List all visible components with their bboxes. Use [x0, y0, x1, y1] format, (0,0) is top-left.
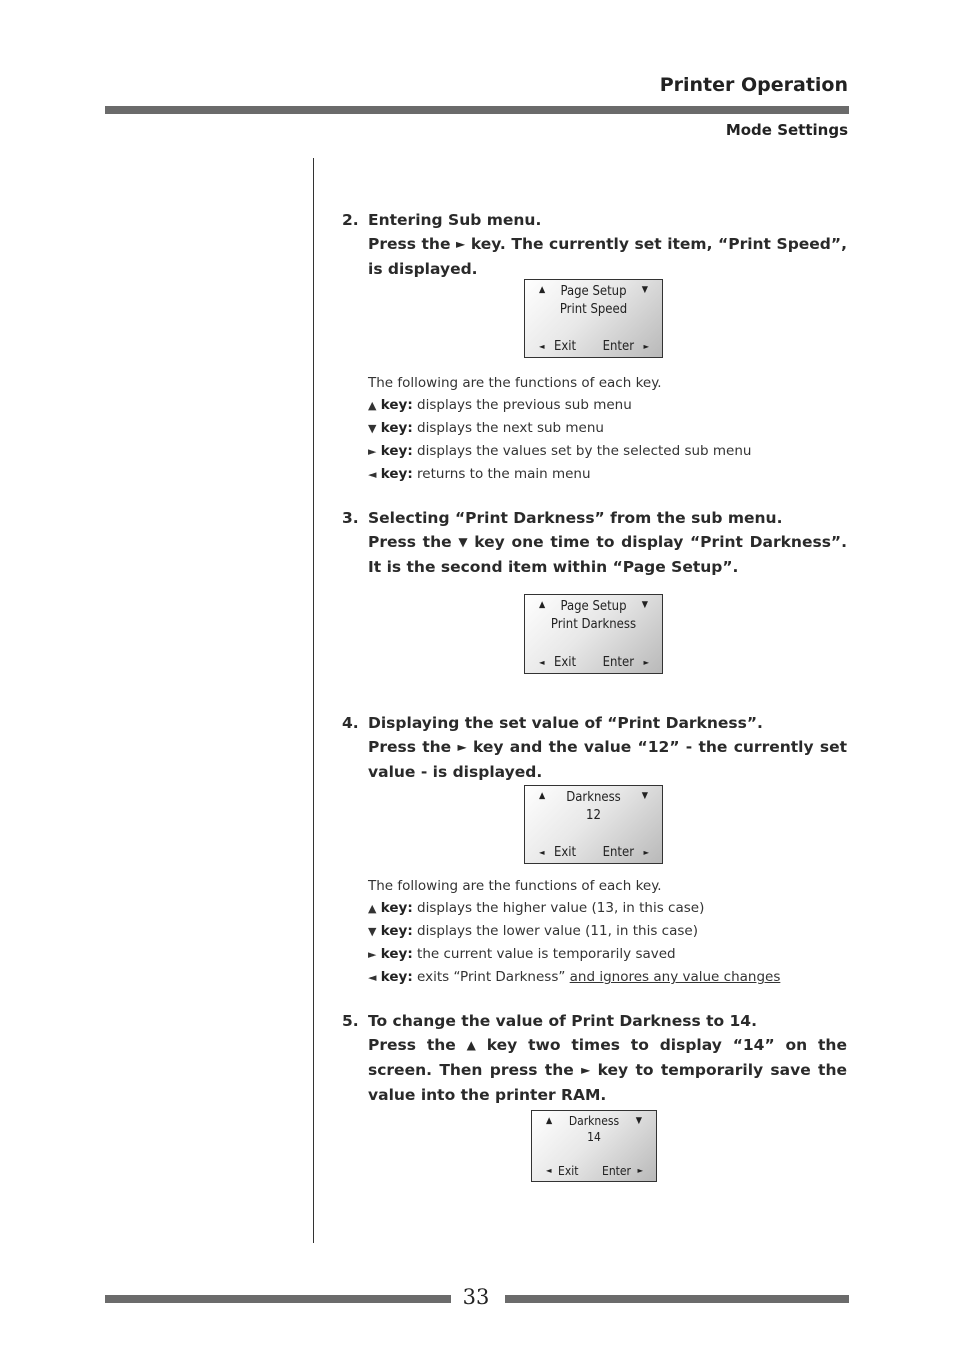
right-arrow-icon: ► — [637, 1166, 643, 1175]
lcd-enter-label: Enter — [602, 655, 634, 670]
step-number: 4. — [342, 714, 359, 732]
up-arrow-icon: ▲ — [539, 285, 546, 295]
step-title: To change the value of Print Darkness to 14. — [368, 1012, 757, 1030]
step-title: Entering Sub menu. — [368, 211, 542, 229]
right-arrow-icon: ► — [456, 237, 466, 251]
step-3 — [342, 506, 847, 579]
list-item: ◄ key: returns to the main menu — [368, 466, 591, 482]
list-item: ▲ key: displays the higher value (13, in this case) — [368, 900, 705, 916]
left-arrow-icon: ◄ — [368, 971, 377, 984]
lcd-line-1: Page Setup — [560, 284, 627, 299]
list-item: ▼ key: displays the lower value (11, in this case) — [368, 923, 698, 939]
up-arrow-icon: ▲ — [539, 600, 546, 610]
step-number: 5. — [342, 1012, 359, 1030]
right-arrow-icon: ► — [581, 1063, 591, 1077]
step-4 — [342, 711, 847, 784]
down-arrow-icon: ▼ — [368, 925, 377, 938]
step-2 — [342, 208, 847, 281]
right-arrow-icon: ► — [643, 848, 649, 857]
step-title: Selecting “Print Darkness” from the sub menu. — [368, 509, 783, 527]
chapter-title: Printer Operation — [659, 74, 848, 96]
down-arrow-icon: ▼ — [641, 791, 648, 801]
left-arrow-icon: ◄ — [539, 658, 545, 667]
lcd-line-2: Print Speed — [559, 302, 628, 317]
up-arrow-icon: ▲ — [466, 1038, 476, 1052]
lcd-enter-label: Enter — [602, 845, 634, 860]
down-arrow-icon: ▼ — [458, 535, 468, 549]
lcd-display — [531, 1110, 657, 1182]
list-item: ► key: displays the values set by the selected sub menu — [368, 443, 752, 459]
down-arrow-icon: ▼ — [641, 285, 648, 295]
lcd-exit-label: Exit — [554, 845, 577, 860]
step-number: 2. — [342, 211, 359, 229]
up-arrow-icon: ▲ — [539, 791, 546, 801]
up-arrow-icon: ▲ — [368, 902, 377, 915]
lcd-line-2: 12 — [586, 808, 601, 823]
list-item: ◄ key: exits “Print Darkness” and ignores any value changes — [368, 969, 781, 985]
list-item: ► key: the current value is temporarily saved — [368, 946, 676, 962]
page-number: 33 — [462, 1285, 490, 1309]
left-arrow-icon: ◄ — [368, 468, 377, 481]
step-instruction: Press the ► key and the value “12” - the currently set value - is displayed. — [368, 735, 847, 784]
lcd-display — [524, 785, 663, 864]
lcd-display — [524, 279, 663, 358]
underlined-text: and ignores any value changes — [569, 969, 781, 985]
margin-rule — [313, 158, 314, 1243]
up-arrow-icon: ▲ — [546, 1116, 553, 1126]
left-arrow-icon: ◄ — [539, 848, 545, 857]
list-item: ▲ key: displays the previous sub menu — [368, 397, 632, 413]
step-number: 3. — [342, 509, 359, 527]
lcd-line-1: Page Setup — [560, 599, 627, 614]
lcd-exit-label: Exit — [554, 339, 577, 354]
key-list-intro: The following are the functions of each key. — [368, 375, 662, 391]
step-5 — [342, 1009, 847, 1107]
right-arrow-icon: ► — [368, 948, 377, 961]
lcd-line-2: Print Darkness — [550, 617, 637, 632]
lcd-display — [524, 594, 663, 674]
down-arrow-icon: ▼ — [635, 1116, 642, 1126]
left-arrow-icon: ◄ — [546, 1166, 552, 1175]
lcd-enter-label: Enter — [602, 339, 634, 354]
footer-rule-right — [505, 1295, 849, 1303]
key-functions-list — [368, 875, 838, 989]
footer-rule-left — [105, 1295, 451, 1303]
lcd-exit-label: Exit — [554, 655, 577, 670]
step-instruction: Press the ► key. The currently set item, “Print Speed”, is displayed. — [368, 232, 847, 281]
lcd-line-1: Darkness — [566, 790, 621, 805]
lcd-line-2: 14 — [587, 1130, 601, 1144]
key-list-intro: The following are the functions of each key. — [368, 878, 662, 894]
header-rule — [105, 106, 849, 114]
key-functions-list — [368, 372, 838, 486]
section-title: Mode Settings — [725, 121, 848, 139]
step-instruction: Press the ▼ key one time to display “Print Darkness”. It is the second item within “Page Setup”. — [368, 530, 847, 579]
right-arrow-icon: ► — [643, 658, 649, 667]
right-arrow-icon: ► — [643, 342, 649, 351]
list-item: ▼ key: displays the next sub menu — [368, 420, 604, 436]
lcd-line-1: Darkness — [568, 1114, 620, 1128]
left-arrow-icon: ◄ — [539, 342, 545, 351]
lcd-exit-label: Exit — [558, 1164, 579, 1178]
step-instruction: Press the ▲ key two times to display “14” on the screen. Then press the ► key to temporarily save the value into the printer RAM. — [368, 1033, 847, 1107]
down-arrow-icon: ▼ — [641, 600, 648, 610]
up-arrow-icon: ▲ — [368, 399, 377, 412]
down-arrow-icon: ▼ — [368, 422, 377, 435]
right-arrow-icon: ► — [457, 740, 467, 754]
step-title: Displaying the set value of “Print Darkness”. — [368, 714, 763, 732]
lcd-enter-label: Enter — [602, 1164, 631, 1178]
right-arrow-icon: ► — [368, 445, 377, 458]
